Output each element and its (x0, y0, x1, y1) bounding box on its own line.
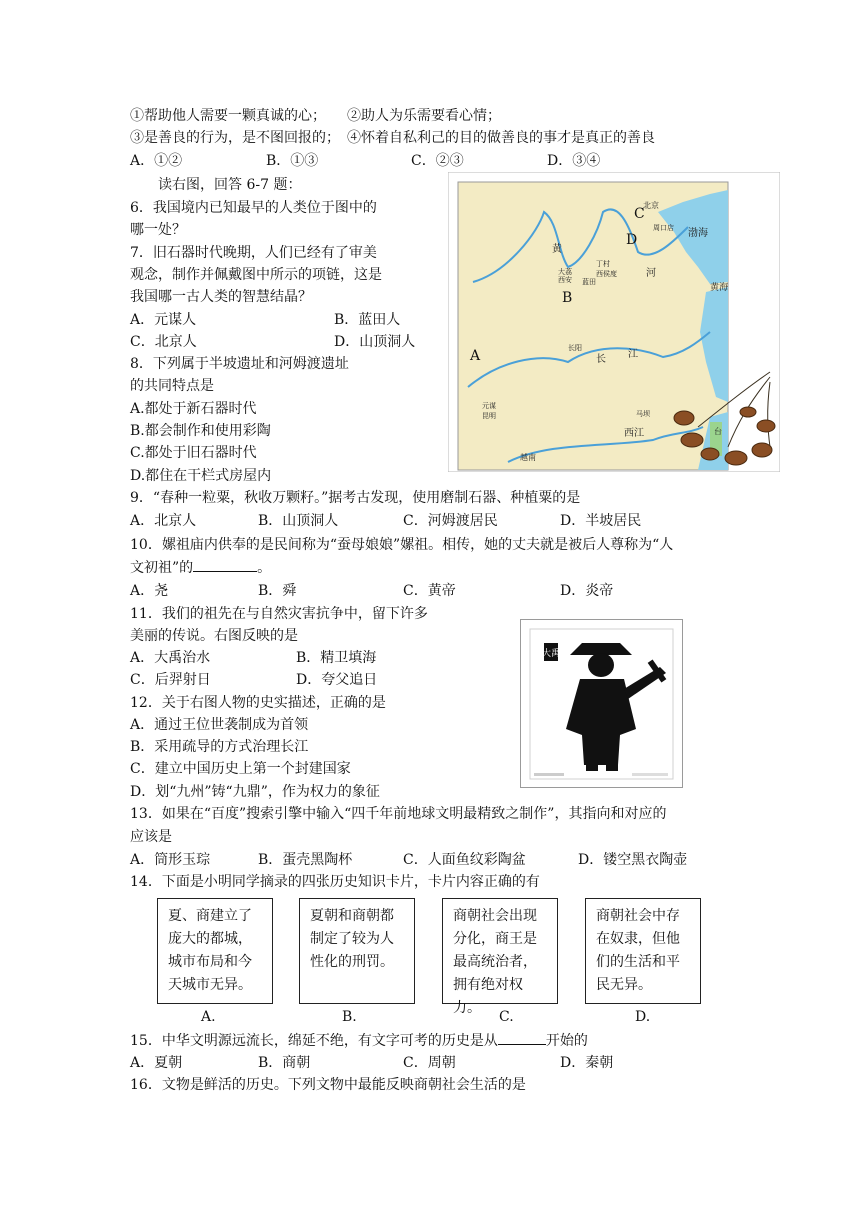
necklace-bead (681, 433, 703, 447)
q13-option-c: C．人面鱼纹彩陶盆 (403, 852, 526, 868)
q11-line-1: 11．我们的祖先在与自然灾害抗争中，留下许多 (130, 606, 428, 622)
place-label: 黄 (552, 244, 562, 255)
q15-end: 开始的 (545, 1033, 588, 1049)
place-label: 西安 (558, 276, 572, 284)
q10-line-1: 10．嫘祖庙内供奉的是民间称为“蚕母娘娘”嫘祖。相传，她的丈夫就是被后人尊称为“人 (130, 537, 674, 553)
q15-text: 15．中华文明源远流长，绵延不绝，有文字可考的历史是从 (130, 1033, 498, 1049)
place-label: 周口店 (653, 224, 674, 232)
place-label: 河 (646, 268, 656, 279)
q15-option-c: C．周朝 (403, 1055, 456, 1071)
q7-option-c: C．北京人 (130, 334, 197, 350)
q7-option-b: B．蓝田人 (334, 312, 401, 328)
read-instruction: 读右图，回答 6-7 题： (158, 177, 302, 193)
q8-option-d: D.都住在干栏式房屋内 (130, 468, 272, 484)
q9-option-a: A．北京人 (130, 513, 197, 529)
card-label-b: B. (342, 1009, 357, 1025)
q12-option-d: D．划“九州”铸“九鼎”，作为权力的象征 (130, 784, 380, 800)
q13-option-b: B．蛋壳黑陶杯 (258, 852, 353, 868)
q5-option-d: D．③④ (547, 153, 601, 169)
q11-option-c: C．后羿射日 (130, 672, 211, 688)
q10-option-d: D．炎帝 (560, 583, 614, 599)
necklace-bead (752, 443, 772, 457)
q13-line-2: 应该是 (130, 829, 172, 845)
q10-answer-blank[interactable] (193, 557, 257, 572)
card-label-d: D. (635, 1009, 651, 1025)
place-label: 北京 (643, 201, 659, 210)
q12-option-c: C．建立中国历史上第一个封建国家 (130, 761, 351, 777)
place-label: 蓝田 (582, 278, 596, 286)
q7-option-a: A．元谋人 (130, 312, 197, 328)
q7-line-3: 我国哪一古人类的智慧结晶？ (130, 289, 312, 305)
place-label: 长 (596, 354, 606, 365)
place-label: 西江 (624, 428, 644, 439)
q10-end: 。 (257, 560, 272, 576)
marker-d: D (626, 232, 638, 248)
necklace-bead (740, 407, 756, 417)
q9-option-b: B．山顶洞人 (258, 513, 339, 529)
watermark-left (534, 773, 564, 776)
q7-line-2: 观念，制作并佩戴图中所示的项链，这是 (130, 267, 382, 283)
q7-option-d: D．山顶洞人 (334, 334, 416, 350)
q11-line-2: 美丽的传说。右图反映的是 (130, 628, 298, 644)
q16-stem: 16．文物是鲜活的历史。下列文物中最能反映商朝社会生活的是 (130, 1077, 526, 1093)
right-foot (606, 765, 618, 771)
q8-option-c: C.都处于旧石器时代 (130, 445, 257, 461)
marker-c: C (634, 206, 645, 222)
q10-option-b: B．舜 (258, 583, 297, 599)
archaeology-map (448, 172, 780, 472)
q11-option-d: D．夸父追日 (296, 672, 378, 688)
knowledge-card-b: 夏朝和商朝都制定了较为人性化的刑罚。 (299, 898, 415, 1004)
q12-option-a: A．通过王位世袭制成为首领 (130, 717, 309, 733)
q9-option-c: C．河姆渡居民 (403, 513, 498, 529)
necklace-bead (701, 448, 719, 460)
q13-option-d: D．镂空黑衣陶壶 (578, 852, 688, 868)
place-label: 长阳 (568, 344, 582, 352)
q10-option-c: C．黄帝 (403, 583, 456, 599)
q10-option-a: A．尧 (130, 583, 169, 599)
q11-option-a: A．大禹治水 (130, 650, 211, 666)
q15-option-a: A．夏朝 (130, 1055, 183, 1071)
place-label: 马坝 (636, 410, 650, 418)
q8-option-a: A.都处于新石器时代 (130, 401, 257, 417)
statement-line-1: ①帮助他人需要一颗真诚的心； ②助人为乐需要看心情； (130, 108, 501, 124)
q9-option-d: D．半坡居民 (560, 513, 642, 529)
necklace-bead (674, 411, 694, 425)
place-label: 元谋 (482, 402, 496, 410)
q11-option-b: B．精卫填海 (296, 650, 377, 666)
dayu-figure (520, 619, 683, 788)
place-label: 西侯度 (596, 270, 617, 278)
q7-line-1: 7．旧石器时代晚期，人们已经有了审美 (130, 245, 377, 261)
q5-option-c: C．②③ (411, 153, 464, 169)
place-label: 渤海 (688, 228, 708, 239)
place-label: 黄海 (710, 283, 729, 293)
q9-stem: 9．“春种一粒粟，秋收万颗籽。”据考古发现，使用磨制石器、种植粟的是 (130, 490, 581, 506)
q6-line-1: 6．我国境内已知最早的人类位于图中的 (130, 200, 377, 216)
q12-stem: 12．关于右图人物的史实描述，正确的是 (130, 695, 386, 711)
q6-line-2: 哪一处？ (130, 222, 186, 238)
seal-mark: 大禹 (541, 649, 561, 659)
q8-line-2: 的共同特点是 (130, 378, 214, 394)
q5-option-b: B．①③ (266, 153, 319, 169)
q8-option-b: B.都会制作和使用彩陶 (130, 423, 271, 439)
left-foot (586, 765, 598, 771)
q15-stem (130, 1030, 588, 1051)
statement-line-2: ③是善良的行为，是不图回报的； ④怀着自私利己的目的做善良的事才是真正的善良 (130, 130, 655, 146)
head (588, 653, 614, 677)
place-label: 台 (714, 427, 722, 436)
q12-option-b: B．采用疏导的方式治理长江 (130, 739, 309, 755)
place-label: 昆明 (482, 412, 496, 420)
watermark-right (632, 773, 668, 776)
place-label: 丁村 (596, 260, 610, 268)
knowledge-card-a: 夏、商建立了庞大的都城，城市布局和今天城市无异。 (157, 898, 273, 1004)
q15-answer-blank[interactable] (498, 1030, 546, 1045)
q15-option-b: B．商朝 (258, 1055, 311, 1071)
q8-line-1: 8．下列属于半坡遗址和河姆渡遗址 (130, 356, 349, 372)
knowledge-card-d: 商朝社会中存在奴隶，但他们的生活和平民无异。 (585, 898, 701, 1004)
marker-b: B (562, 290, 573, 306)
marker-a: A (470, 348, 481, 364)
q15-option-d: D．秦朝 (560, 1055, 614, 1071)
place-label: 越南 (520, 453, 536, 462)
necklace-bead (757, 420, 775, 432)
place-label: 大荔 (558, 268, 572, 276)
q5-option-a: A．①② (130, 153, 183, 169)
q14-stem: 14．下面是小明同学摘录的四张历史知识卡片，卡片内容正确的有 (130, 874, 540, 890)
q10-line-2 (130, 557, 271, 578)
place-label: 江 (628, 349, 638, 360)
card-label-c: C. (499, 1009, 514, 1025)
card-label-a: A. (201, 1009, 216, 1025)
q13-option-a: A．筒形玉琮 (130, 852, 211, 868)
necklace-bead (725, 451, 747, 465)
knowledge-card-c: 商朝社会出现分化，商王是最高统治者，拥有绝对权力。 (442, 898, 558, 1004)
q13-line-1: 13．如果在“百度”搜索引擎中输入“四千年前地球文明最精致之制作”，其指向和对应的 (130, 806, 667, 822)
q10-text: 文初祖”的 (130, 560, 194, 576)
